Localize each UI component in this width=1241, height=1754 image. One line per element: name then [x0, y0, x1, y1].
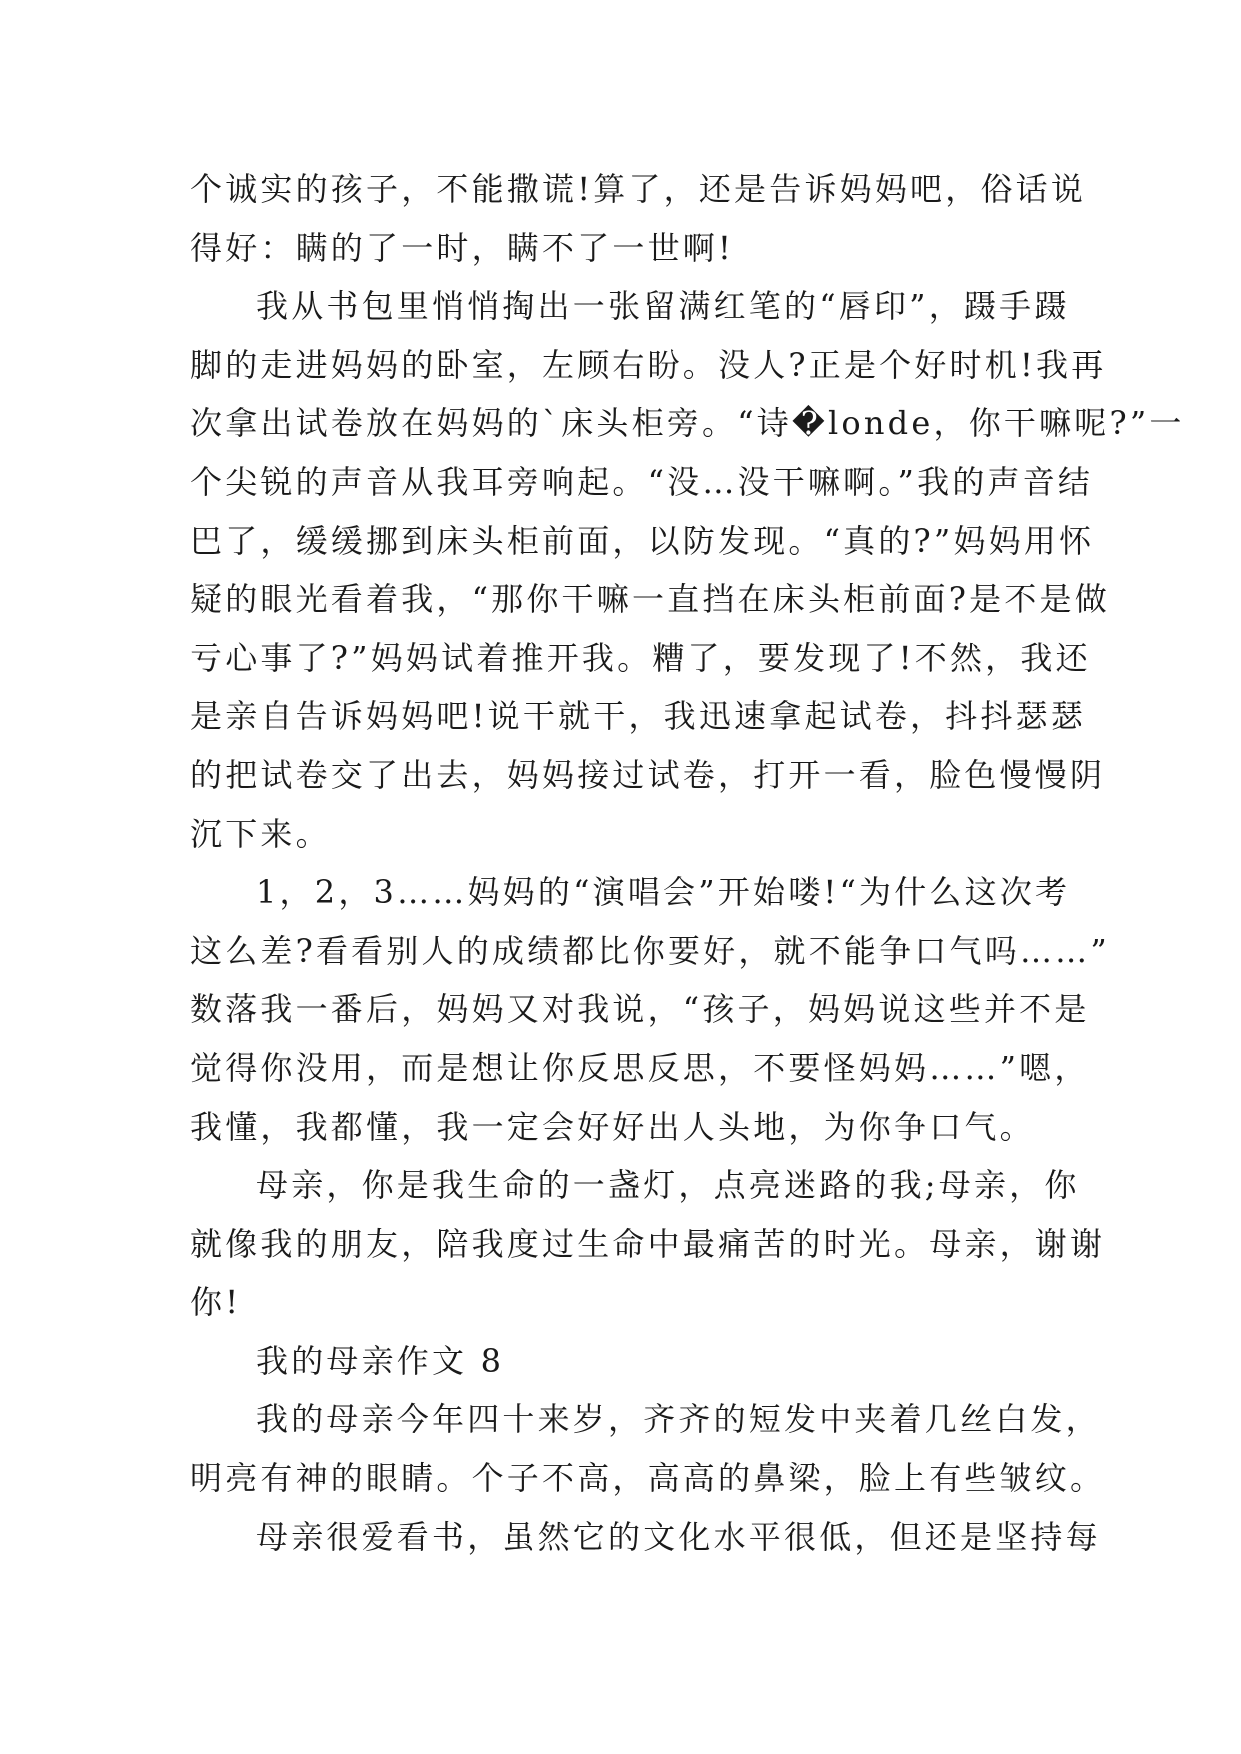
text-line: 你! — [190, 1283, 242, 1322]
text-line: 母亲很爱看书，虽然它的文化水平很低，但还是坚持每 — [256, 1517, 1101, 1556]
text-line: 就像我的朋友，陪我度过生命中最痛苦的时光。母亲，谢谢 — [190, 1224, 1106, 1263]
text-line: 得好：瞒的了一时，瞒不了一世啊! — [190, 228, 735, 267]
text-line: 这么差?看看别人的成绩都比你要好，就不能争口气吗……” — [190, 931, 1110, 970]
text-line: 1，2，3……妈妈的“演唱会”开始喽!“为什么这次考 — [256, 873, 1071, 912]
text-line: 母亲，你是我生命的一盏灯，点亮迷路的我;母亲，你 — [256, 1166, 1080, 1205]
text-line: 的把试卷交了出去，妈妈接过试卷，打开一看，脸色慢慢阴 — [190, 755, 1106, 794]
text-line: 亏心事了?”妈妈试着推开我。糟了，要发现了!不然，我还 — [190, 638, 1091, 677]
text-line: 个诚实的孩子，不能撒谎!算了，还是告诉妈妈吧，俗话说 — [190, 170, 1087, 208]
text-line: 次拿出试卷放在妈妈的`床头柜旁。“诗�londe，你干嘛呢?”一 — [190, 404, 1185, 443]
text-line: 巴了，缓缓挪到床头柜前面，以防发现。“真的?”妈妈用怀 — [190, 521, 1095, 560]
text-line: 疑的眼光看着我，“那你干嘛一直挡在床头柜前面?是不是做 — [190, 580, 1110, 619]
text-line: 脚的走进妈妈的卧室，左顾右盼。没人?正是个好时机!我再 — [190, 345, 1107, 384]
text-line: 明亮有神的眼睛。个子不高，高高的鼻梁，脸上有些皱纹。 — [190, 1459, 1106, 1498]
text-line: 觉得你没用，而是想让你反思反思，不要怪妈妈……”嗯， — [190, 1048, 1090, 1087]
document-page — [190, 160, 1185, 1566]
text-line: 我的母亲今年四十来岁，齐齐的短发中夹着几丝白发， — [256, 1400, 1101, 1439]
section-heading: 我的母亲作文 8 — [256, 1341, 505, 1380]
text-line: 个尖锐的声音从我耳旁响起。“没…没干嘛啊。”我的声音结 — [190, 462, 1094, 501]
text-line: 我懂，我都懂，我一定会好好出人头地，为你争口气。 — [190, 1107, 1035, 1146]
text-line: 我从书包里悄悄掏出一张留满红笔的“唇印”，蹑手蹑 — [256, 287, 1070, 326]
text-line: 数落我一番后，妈妈又对我说，“孩子，妈妈说这些并不是 — [190, 990, 1090, 1029]
text-line: 是亲自告诉妈妈吧!说干就干，我迅速拿起试卷，抖抖瑟瑟 — [190, 697, 1087, 736]
text-line: 沉下来。 — [190, 814, 331, 853]
